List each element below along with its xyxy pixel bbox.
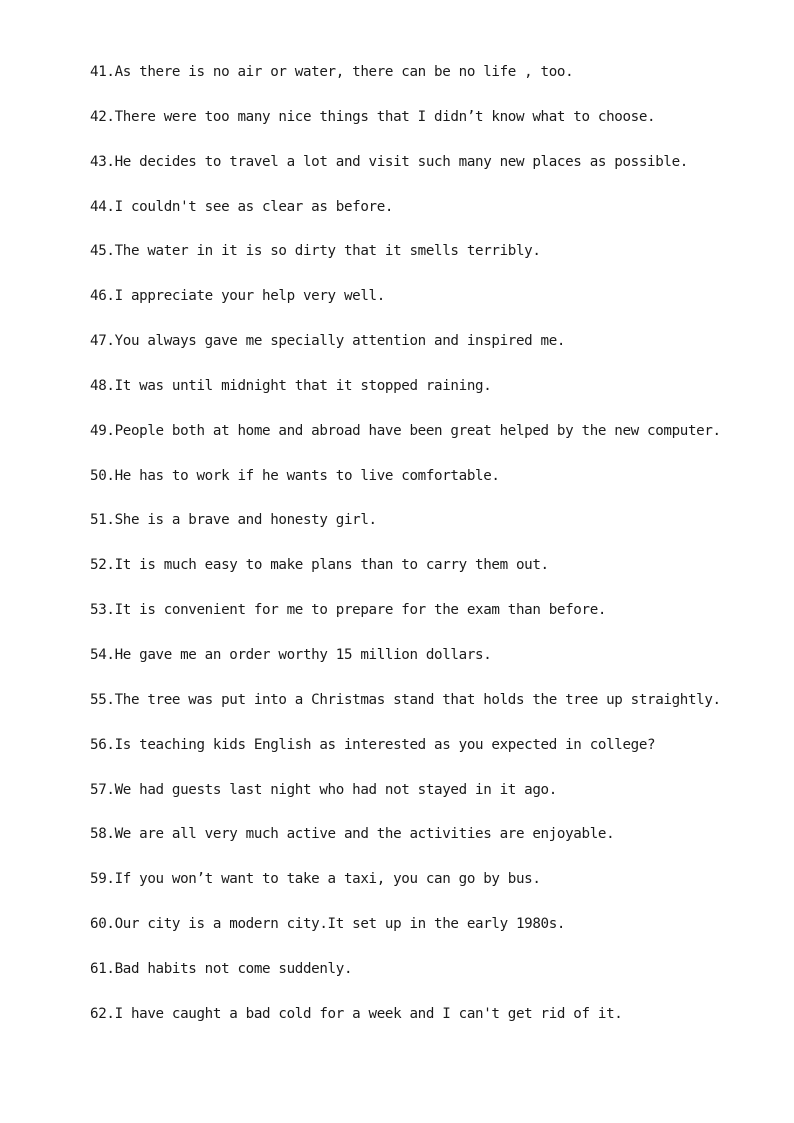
sentence-47: 47.You always gave me specially attention and inspired me.	[90, 333, 566, 350]
sentence-43: 43.He decides to travel a lot and visit such many new places as possible.	[90, 153, 688, 170]
sentence-55: 55.The tree was put into a Christmas stand that holds the tree up straightly.	[90, 691, 721, 708]
sentence-62: 62.I have caught a bad cold for a week and I can't get rid of it.	[90, 1005, 623, 1022]
sentence-54: 54.He gave me an order worthy 15 million dollars.	[90, 646, 492, 663]
sentence-49: 49.People both at home and abroad have been great helped by the new computer.	[90, 422, 721, 439]
sentence-51: 51.She is a brave and honesty girl.	[90, 512, 377, 529]
sentence-42: 42.There were too many nice things that I didn’t know what to choose.	[90, 108, 656, 125]
sentence-58: 58.We are all very much active and the activities are enjoyable.	[90, 826, 615, 843]
sentence-list	[90, 62, 730, 1049]
sentence-41: 41.As there is no air or water, there can be no life , too.	[90, 64, 574, 80]
sentence-57: 57.We had guests last night who had not stayed in it ago.	[90, 781, 557, 798]
sentence-44: 44.I couldn't see as clear as before.	[90, 198, 394, 215]
sentence-61: 61.Bad habits not come suddenly.	[90, 960, 353, 977]
sentence-50: 50.He has to work if he wants to live comfortable.	[90, 467, 500, 484]
sentence-53: 53.It is convenient for me to prepare for the exam than before.	[90, 602, 607, 619]
sentence-59: 59.If you won’t want to take a taxi, you can go by bus.	[90, 871, 541, 888]
sentence-45: 45.The water in it is so dirty that it smells terribly.	[90, 243, 541, 260]
sentence-56: 56.Is teaching kids English as interested as you expected in college?	[90, 736, 656, 753]
sentence-48: 48.It was until midnight that it stopped raining.	[90, 377, 492, 394]
sentence-60: 60.Our city is a modern city.It set up in the early 1980s.	[90, 916, 566, 933]
sentence-52: 52.It is much easy to make plans than to carry them out.	[90, 557, 549, 574]
sentence-46: 46.I appreciate your help very well.	[90, 288, 385, 305]
